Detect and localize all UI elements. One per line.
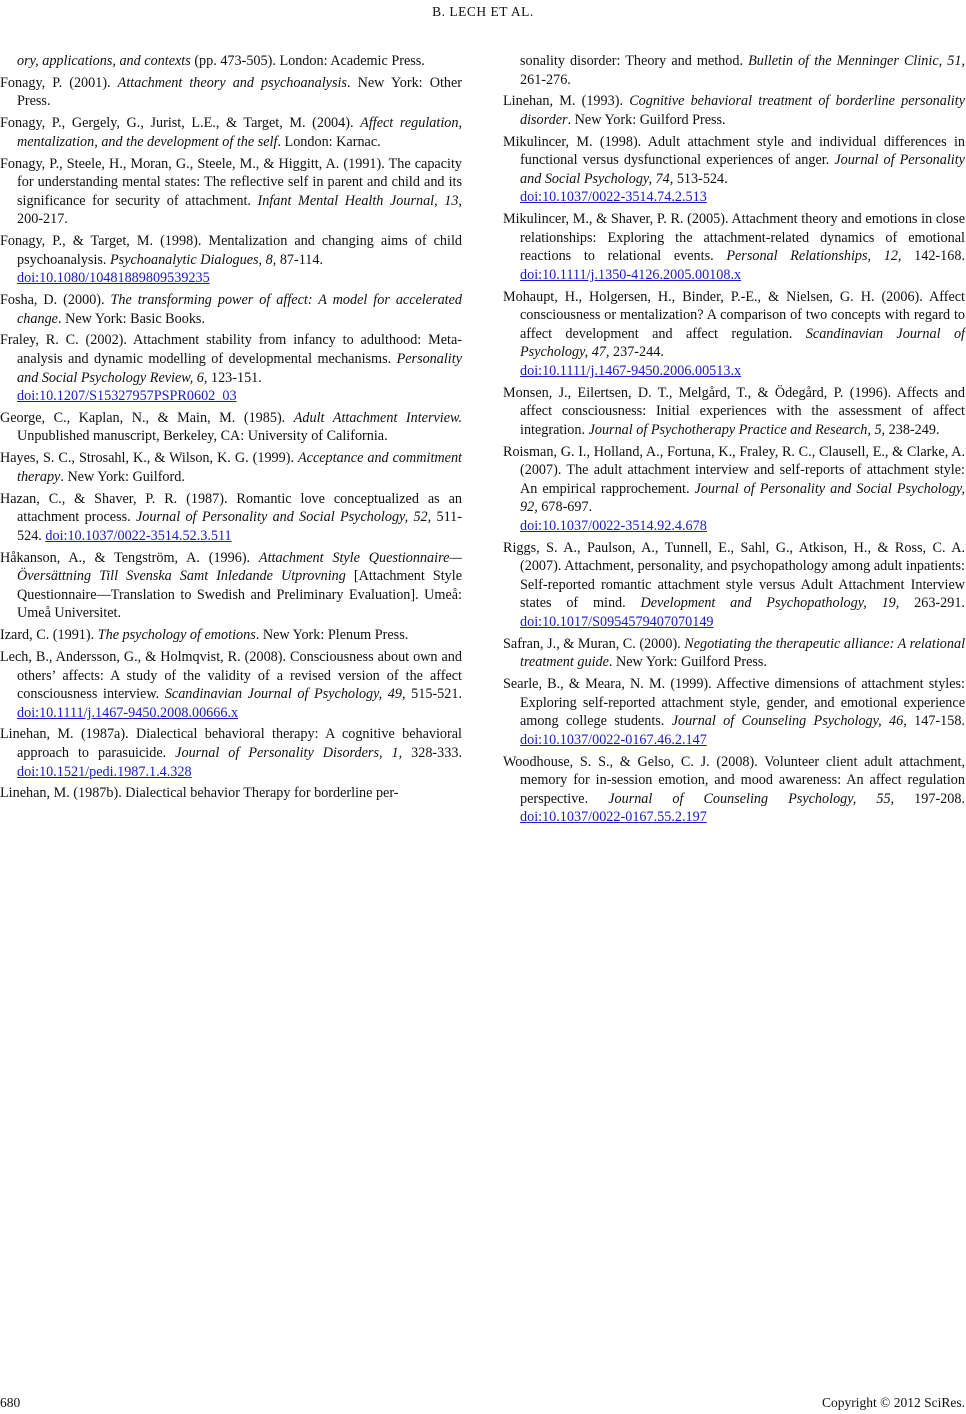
reference-entry — [503, 753, 965, 827]
reference-text: . New York: Guilford. — [60, 468, 185, 485]
reference-text: Mohaupt, H., Holgersen, H., Binder, P.-E., & Nielsen, G. H. (2006). Affect consciousness or mentalization? A comparison of two concepts with regard to affect development and affect regulation. — [503, 288, 965, 342]
reference-text: sonality disorder: Theory and method. — [520, 53, 749, 69]
reference-text: [Attachment Style Questionnaire—Translation to Swedish and Preliminary Evaluation]. Umeå: Umeå Universitet. — [17, 568, 462, 622]
reference-italic-text: Scandinavian Journal of Psychology, 47, — [520, 325, 965, 361]
reference-entry — [0, 490, 462, 546]
doi-link[interactable]: doi:10.1111/j.1467-9450.2006.00513.x — [520, 362, 742, 379]
reference-text: 237-244. — [609, 344, 664, 361]
reference-italic-text: Journal of Personality and Social Psychology, 92, — [520, 480, 965, 516]
reference-entry — [0, 409, 462, 446]
reference-text: 123-151. — [207, 369, 262, 386]
doi-link[interactable]: doi:10.1111/j.1467-9450.2008.00666.x — [17, 704, 239, 721]
reference-text: 513-524. — [673, 170, 728, 187]
reference-italic-text: Development and Psychopathology, 19, — [640, 595, 900, 612]
reference-text: . New York: Plenum Press. — [255, 627, 409, 644]
reference-entry — [0, 784, 462, 803]
reference-entry — [503, 675, 965, 749]
reference-text: 515-521. — [405, 686, 462, 703]
reference-entry — [503, 539, 965, 632]
reference-italic-text: Infant Mental Health Journal, 13, — [257, 192, 462, 209]
reference-text: Fonagy, P., Steele, H., Moran, G., Steele, M., & Higgitt, A. (1991). The capacity for understanding mental states: The reflective self in parent and child and its significance for security of attachment. — [0, 155, 462, 209]
reference-text: Monsen, J., Eilertsen, D. T., Melgård, T., & Ödegård, P. (1996). Affects and affect consciousness: Initial experiences with the assessment of affect integration. — [503, 384, 965, 438]
reference-text: 328-333. — [402, 745, 462, 761]
reference-text: Searle, B., & Meara, N. M. (1999). Affective dimensions of attachment styles: Exploring self-reported attachment style, gender, and emotional experience among college students. — [503, 676, 965, 730]
reference-entry — [0, 291, 462, 328]
reference-text: Lech, B., Andersson, G., & Holmqvist, R. (2008). Consciousness about own and others’ affects: A study of the validity of a revised version of the affect consciousness interview. — [0, 648, 462, 703]
reference-italic-text: Journal of Personality and Social Psychology, 74, — [520, 152, 965, 187]
reference-entry — [503, 52, 965, 89]
reference-text: . New York: Guilford Press. — [608, 654, 767, 671]
reference-italic-text: Affect regulation, mentalization, and the development of the self — [17, 115, 462, 150]
reference-entry — [0, 725, 462, 781]
doi-link[interactable]: doi:10.1037/0022-3514.52.3.511 — [45, 527, 232, 544]
reference-entry — [0, 74, 462, 111]
reference-italic-text: Journal of Psychotherapy Practice and Research, 5, — [588, 421, 886, 438]
reference-text: Mikulincer, M., & Shaver, P. R. (2005). Attachment theory and emotions in close relationships: Exploring the attachment-related dynamics of emotional reactions to relational events. — [503, 211, 965, 265]
reference-entry — [0, 232, 462, 288]
reference-text: 261-276. — [520, 71, 571, 88]
reference-entry — [0, 52, 462, 71]
reference-entry — [503, 635, 965, 672]
reference-entry — [0, 449, 462, 486]
reference-italic-text: Cognitive behavioral treatment of borderline personality disorder — [520, 93, 965, 128]
reference-text: 678-697. — [537, 499, 593, 516]
reference-italic-text: Bulletin of the Menninger Clinic, 51, — [748, 53, 965, 69]
reference-text: Woodhouse, S. S., & Gelso, C. J. (2008). Volunteer client adult attachment, memory for in-session emotion, and mood awareness: An affect regulation perspective. — [503, 753, 965, 807]
reference-entry — [503, 443, 965, 536]
reference-text: . New York: Other Press. — [17, 74, 463, 110]
doi-link[interactable]: doi:10.1037/0022-3514.92.4.678 — [520, 517, 707, 534]
reference-text: Roisman, G. I., Holland, A., Fortuna, K., Fraley, R. C., Clausell, E., & Clarke, A. (2007). The adult attachment interview and self-reports of attachment style: An empirical rapprochement. — [503, 443, 965, 497]
reference-italic-text: Adult Attachment Interview. — [293, 409, 462, 426]
references-left-column — [0, 52, 462, 806]
reference-italic-text: Attachment Style Questionnaire—Översättning Till Svenska Samt Inledande Utprovning — [17, 549, 462, 585]
reference-text: Riggs, S. A., Paulson, A., Tunnell, E., Sahl, G., Atkison, H., & Ross, C. A. (2007). Attachment, personality, and psychopathology among adult inpatients: Self-reported romantic attachment style versus Adult Attachment Interview states of mind. — [503, 539, 965, 612]
reference-text: Safran, J., & Muran, C. (2000). — [503, 635, 685, 652]
reference-text: Linehan, M. (1987b). Dialectical behavior Therapy for borderline per- — [0, 785, 399, 802]
reference-entry — [503, 210, 965, 284]
reference-text: Izard, C. (1991). — [0, 627, 98, 644]
reference-entry — [0, 549, 462, 623]
reference-text: Fosha, D. (2000). — [0, 292, 111, 309]
reference-entry — [503, 384, 965, 440]
reference-text: Hayes, S. C., Strosahl, K., & Wilson, K. G. (1999). — [0, 450, 298, 467]
reference-italic-text: Attachment theory and psychoanalysis — [117, 74, 347, 91]
doi-link[interactable]: doi:10.1207/S15327957PSPR0602_03 — [17, 388, 237, 405]
reference-text: 197-208. — [894, 790, 965, 807]
reference-text: . London: Karnac. — [277, 133, 381, 150]
reference-text: Håkanson, A., & Tengström, A. (1996). — [0, 549, 259, 566]
references-right-column — [503, 52, 965, 830]
reference-entry — [0, 331, 462, 405]
reference-text: 263-291. — [899, 595, 965, 612]
reference-italic-text: Psychoanalytic Dialogues, 8, — [110, 251, 277, 268]
reference-text: 238-249. — [885, 421, 940, 438]
reference-text: Fonagy, P. (2001). — [0, 74, 118, 91]
reference-text: Linehan, M. (1987a). Dialectical behavioral therapy: A cognitive behavioral approach to parasuicide. — [0, 726, 462, 761]
doi-link[interactable]: doi:10.1080/10481889809539235 — [17, 270, 210, 287]
reference-text: 87-114. — [276, 251, 324, 268]
page-number: 680 — [0, 1395, 21, 1410]
reference-entry — [0, 626, 462, 645]
reference-italic-text: Negotiating the therapeutic alliance: A relational treatment guide — [520, 635, 966, 671]
copyright-notice: Copyright © 2012 SciRes. — [821, 1395, 965, 1410]
reference-text: 142-168. — [901, 248, 965, 265]
reference-entry — [503, 133, 965, 207]
reference-text: 200-217. — [17, 211, 68, 228]
doi-link[interactable]: doi:10.1111/j.1350-4126.2005.00108.x — [520, 266, 742, 283]
reference-text: Unpublished manuscript, Berkeley, CA: University of California. — [17, 428, 388, 445]
reference-italic-text: ory, applications, and contexts — [17, 53, 191, 69]
reference-text: Linehan, M. (1993). — [503, 93, 630, 110]
reference-text: 511-524. — [17, 509, 462, 544]
reference-entry — [503, 92, 965, 129]
reference-italic-text: Journal of Counseling Psychology, 46, — [671, 713, 907, 730]
reference-text: Mikulincer, M. (1998). Adult attachment style and individual differences in functional versus dysfunctional experiences of anger. — [503, 133, 965, 169]
reference-text: Hazan, C., & Shaver, P. R. (1987). Romantic love conceptualized as an attachment process. — [0, 490, 462, 526]
reference-text: George, C., Kaplan, N., & Main, M. (1985). — [0, 409, 294, 426]
reference-italic-text: Acceptance and commitment therapy — [17, 450, 462, 485]
reference-entry — [0, 155, 462, 229]
reference-text: (pp. 473-505). London: Academic Press. — [190, 53, 425, 69]
reference-text: . New York: Basic Books. — [57, 310, 205, 327]
reference-italic-text: Journal of Counseling Psychology, 55, — [608, 790, 895, 807]
reference-italic-text: Journal of Personality and Social Psychology, 52, — [136, 509, 432, 526]
reference-text: Fonagy, P., & Target, M. (1998). Mentalization and changing aims of child psychoanalysis. — [0, 233, 462, 268]
reference-italic-text: Personal Relationships, 12, — [726, 248, 902, 265]
reference-italic-text: The transforming power of affect: A model for accelerated change — [17, 292, 462, 327]
doi-link[interactable]: doi:10.1037/0022-3514.74.2.513 — [520, 189, 707, 206]
reference-text: Fonagy, P., Gergely, G., Jurist, L.E., & Target, M. (2004). — [0, 115, 361, 132]
reference-entry — [503, 288, 965, 381]
reference-text: 147-158. — [906, 713, 965, 730]
doi-link[interactable]: doi:10.1037/0022-0167.55.2.197 — [520, 809, 707, 826]
reference-italic-text: Scandinavian Journal of Psychology, 49, — [164, 686, 406, 703]
reference-italic-text: Personality and Social Psychology Review, 6, — [17, 350, 462, 386]
reference-italic-text: Journal of Personality Disorders, 1, — [175, 745, 403, 761]
reference-text: . New York: Guilford Press. — [567, 111, 726, 128]
reference-entry — [0, 648, 462, 722]
reference-text: Fraley, R. C. (2002). Attachment stability from infancy to adulthood: Meta-analysis and dynamic modelling of developmental mechanisms. — [0, 332, 462, 367]
doi-link[interactable]: doi:10.1521/pedi.1987.1.4.328 — [17, 763, 192, 780]
reference-entry — [0, 114, 462, 151]
running-header: B. LECH ET AL. — [432, 4, 534, 19]
reference-italic-text: The psychology of emotions — [97, 627, 256, 644]
doi-link[interactable]: doi:10.1037/0022-0167.46.2.147 — [520, 731, 707, 748]
doi-link[interactable]: doi:10.1017/S0954579407070149 — [520, 613, 714, 630]
